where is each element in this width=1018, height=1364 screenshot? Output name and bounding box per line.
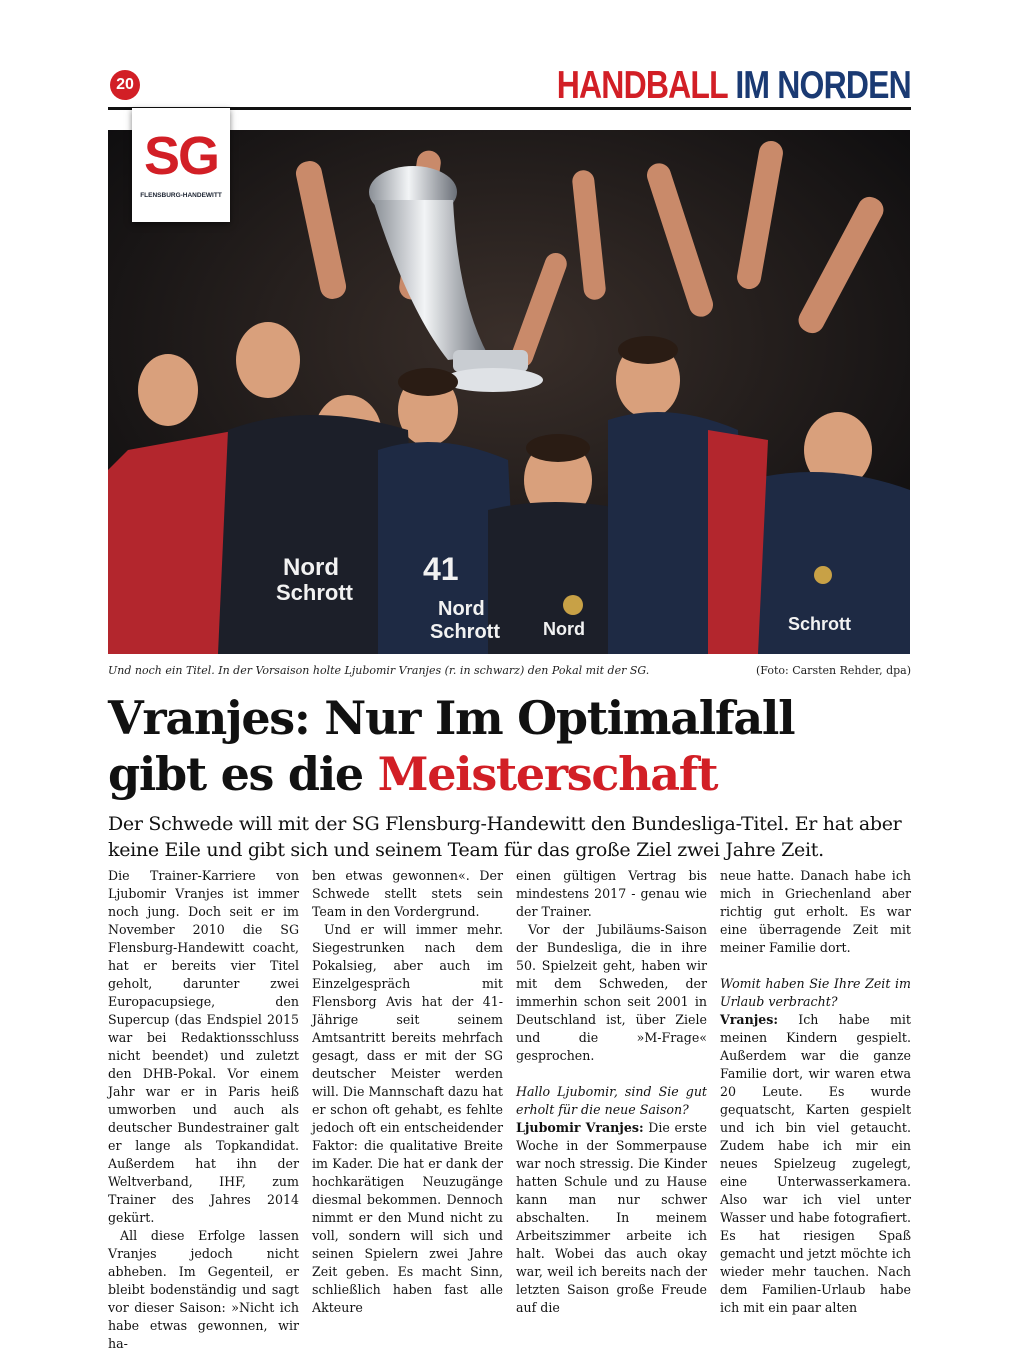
paragraph: einen gültigen Vertrag bis mindestens 2017 - genau wie der Trainer. [516, 868, 707, 919]
column-4 [720, 867, 911, 1315]
logo-text: FLENSBURG-HANDEWITT [140, 192, 222, 199]
shirt-text-1: Nord [283, 554, 339, 581]
shirt-text-1c: Nord [543, 619, 585, 639]
logo-mark: SG [143, 126, 219, 186]
page-number: 20 [110, 70, 140, 100]
interview-question: Hallo Ljubomir, sind Sie gut erholt für die neue Saison? [516, 1084, 707, 1117]
paragraph: Die Trainer-Karriere von Ljubomir Vranjes ist immer noch jung. Doch seit er im November 2010 die SG Flensburg-Handewitt coacht, hat er bereits vier Titel geholt, darunter zwei Europacupsiege, den Supercup (das Endspiel 2015 war bei Redaktionsschluss nicht beendet) und zuletzt den DHB-Pokal. Vor einem Jahr war er in Paris heiß umworben und auch als deutscher Bundestrainer galt er lange als Topkandidat. Außerdem hat ihn der Weltverband, IHF, zum Trainer des Jahres 2014 gekürt. [108, 868, 299, 1225]
interview-question: Womit haben Sie Ihre Zeit im Urlaub verbracht? [720, 976, 911, 1009]
article-body [108, 867, 911, 1351]
shirt-text-1b: Nord [438, 598, 485, 620]
paragraph: All diese Erfolge lassen Vranjes jedoch nicht abheben. Im Gegenteil, er bleibt bodenständig und sagt vor dieser Saison: »Nicht ich habe etwas gewonnen, wir ha- [108, 1228, 299, 1351]
headline-highlight: Meisterschaft [377, 747, 718, 801]
answer-text: Ich habe mit meinen Kindern gespielt. Außerdem war die ganze Familie dort, wir waren etwa 20 Leute. Es wurde gequatscht, Karten gespielt und ich bin viel getaucht. Zudem habe ich mir ein neues Spielzeug zugelegt, eine Unterwasserkamera. Also war ich viel unter Wasser und habe fotografiert. Es hat riesigen Spaß gemacht und jetzt möchte ich wieder mehr tauchen. Nach dem Familien-Urlaub habe ich mit ein paar alten [720, 1012, 911, 1315]
section-title-part-1: HANDBALL [556, 64, 728, 107]
headline-line-2: gibt es die [108, 747, 378, 801]
shirt-text-2: Schrott [276, 580, 353, 605]
interview-answer [720, 1011, 911, 1317]
section-title-part-2: IM NORDEN [735, 64, 911, 107]
column-2 [312, 867, 503, 1315]
photo-caption [108, 664, 911, 682]
section-title [557, 62, 911, 110]
paragraph: Vor der Jubiläums-Saison der Bundesliga, die in ihre 50. Spielzeit geht, haben wir mit dem Schweden, der immerhin schon seit 2001 in Deutschland ist, über Ziele und die »M-Frage« gesprochen. [516, 922, 707, 1063]
speaker-name: Ljubomir Vranjes: [516, 1120, 644, 1135]
subheadline: Der Schwede will mit der SG Flensburg-Handewitt den Bundesliga-Titel. Er hat aber keine Eile und gibt sich und seinem Team für das große Ziel zwei Jahre Zeit. [108, 813, 902, 861]
headline [108, 690, 911, 802]
speaker-name: Vranjes: [720, 1012, 779, 1027]
paragraph: Und er will immer mehr. Siegestrunken nach dem Pokalsieg, aber auch im Einzelgespräch mit Flensborg Avis hat der 41-Jährige seit seinem Amtsantritt bereits mehrfach gesagt, dass er mit der SG deutscher Meister werden will. Die Mannschaft dazu hat er schon oft gehabt, es fehlte jedoch oft ein entscheidender Faktor: die qualitative Breite im Kader. Die hat er dank der hochkarätigen Neuzugänge diesmal bekommen. Dennoch nimmt er den Mund nicht zu voll, sondern will sich und seinen Spielern zwei Jahre Zeit geben. Es macht Sinn, schließlich haben fast alle Akteure [312, 922, 503, 1315]
paragraph: neue hatte. Danach habe ich mich in Griechenland aber richtig gut erholt. Es war eine überragende Zeit mit meiner Familie dort. [720, 868, 911, 955]
headline-line-1: Vranjes: Nur Im Optimalfall [108, 691, 795, 745]
shirt-text-2b: Schrott [430, 621, 500, 643]
column-3 [516, 867, 707, 1315]
club-logo [132, 108, 230, 222]
answer-text: Die erste Woche in der Sommerpause war noch stressig. Die Kinder hatten Schule und zu Hause kann man nur schwer abschalten. In meinem Arbeitszimmer arbeite ich halt. Wobei das auch okay war, weil ich bereits nach der letzten Saison große Freude auf die [516, 1120, 707, 1315]
shirt-number: 41 [423, 551, 459, 587]
interview-answer [516, 1119, 707, 1317]
column-1 [108, 867, 299, 1351]
paragraph: ben etwas gewonnen«. Der Schwede stellt stets sein Team in den Vordergrund. [312, 868, 503, 919]
caption-text: Und noch ein Titel. In der Vorsaison holte Ljubomir Vranjes (r. in schwarz) den Pokal mit der SG. [108, 664, 650, 677]
shirt-text-2c: Schrott [788, 614, 851, 634]
photo-credit: (Foto: Carsten Rehder, dpa) [756, 664, 911, 677]
